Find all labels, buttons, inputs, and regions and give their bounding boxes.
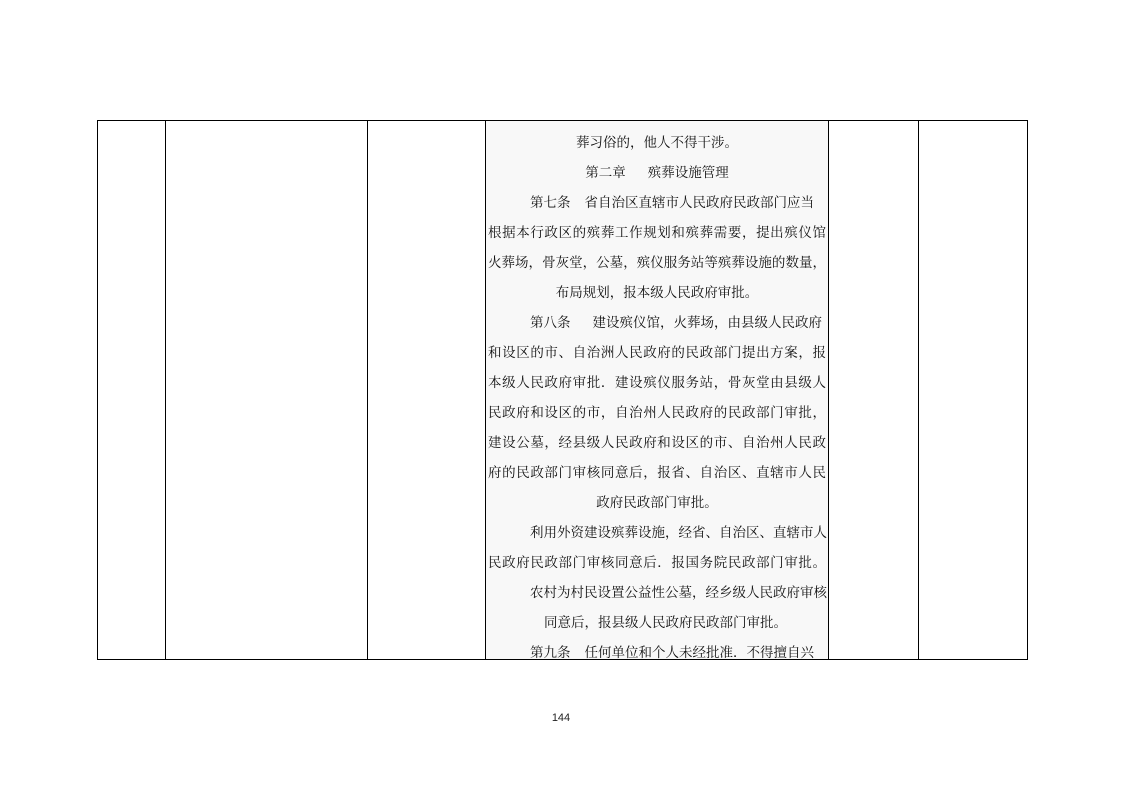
chapter-heading [488,158,826,188]
article-heading-line [488,638,826,659]
text-line: 农村为村民设置公益性公墓，经乡级人民政府审核 [530,585,827,601]
table-column-6 [919,121,1027,659]
chapter-number: 第二章 [585,165,626,181]
text-line: 本级人民政府审批．建设殡仪服务站，骨灰堂由县级人 [488,375,826,391]
article-number: 第九条 [530,645,571,659]
text-line: 火葬场，骨灰堂，公墓，殡仪服务站等殡葬设施的数量， [488,255,826,271]
text-line: 同意后，报县级人民政府民政部门审批。 [544,615,787,631]
page-number: 144 [551,712,571,724]
article-text: 省自治区直辖市人民政府民政部门应当 [584,195,814,211]
article-number: 第七条 [530,195,571,211]
table-column-2 [166,121,368,659]
text-line: 建设公墓，经县级人民政府和设区的市、自治州人民政 [488,435,826,451]
table-column-1 [98,121,166,659]
text-line: 布局规划，报本级人民政府审批。 [555,285,759,301]
regulation-text-cell [486,121,829,659]
text-line: 葬习俗的，他人不得干涉。 [576,135,738,151]
text-line: 利用外资建设殡葬设施，经省、自治区、直辖市人 [530,525,827,541]
regulation-table [97,120,1028,660]
text-line: 民政府和设区的市，自治州人民政府的民政部门审批， [488,405,826,421]
text-line: 民政府民政部门审核同意后．报国务院民政部门审批。 [488,555,826,571]
text-line: 府的民政部门审核同意后，报省、自治区、直辖市人民 [488,465,826,481]
text-line: 政府民政部门审批。 [596,495,718,511]
article-number: 第八条 [530,315,571,331]
article-text: 建设殡仪馆，火葬场，由县级人民政府 [592,315,822,331]
regulation-text [488,128,826,659]
text-line: 和设区的市、自治洲人民政府的民政部门提出方案，报 [488,345,826,361]
table-column-5 [829,121,919,659]
text-line: 根据本行政区的殡葬工作规划和殡葬需要，提出殡仪馆 [488,225,826,241]
chapter-title: 殡葬设施管理 [647,165,729,181]
article-heading-line [488,188,826,218]
table-column-3 [368,121,486,659]
article-text: 任何单位和个人未经批准．不得擅自兴 [584,645,814,659]
article-heading-line [488,308,826,338]
